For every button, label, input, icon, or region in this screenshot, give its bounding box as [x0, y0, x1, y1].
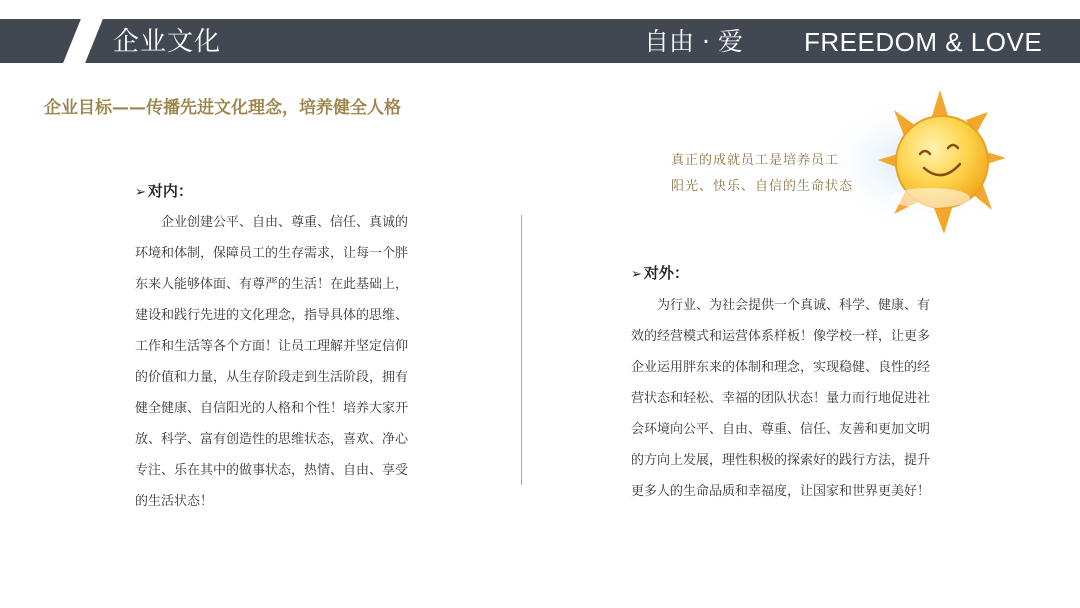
- outer-heading-label: 对外：: [643, 264, 689, 282]
- outer-heading: [631, 262, 689, 286]
- arrowhead-icon: ➢: [135, 185, 146, 200]
- arrowhead-icon: ➢: [631, 267, 642, 282]
- inner-heading: [135, 180, 193, 204]
- outer-paragraph-text: 为行业、为社会提供一个真诚、科学、健康、有效的经营模式和运营体系样板！像学校一样，让更多企业运用胖东来的体制和理念，实现稳健、良性的经营状态和轻松、幸福的团队状态！量力而行地促进社会环境向公平、自由、尊重、信任、友善和更加文明的方向上发展，理性积极的探索好的践行方法，提升更多人的生命品质和幸福度，让国家和世界更美好！: [631, 298, 931, 499]
- vertical-divider: [521, 215, 522, 485]
- sun-caption-line-1: 真正的成就员工是培养员工: [671, 153, 840, 168]
- inner-paragraph-text: 企业创建公平、自由、尊重、信任、真诚的环境和体制，保障员工的生存需求，让每一个胖东来人能够体面、有尊严的生活！在此基础上，建设和践行先进的文化理念，指导具体的思维、工作和生活等各个方面！让员工理解并坚定信仰的价值和力量，从生存阶段走到生活阶段，拥有健全健康、自信阳光的人格和个性！培养大家开放、科学、富有创造性的思维状态，喜欢、净心专注、乐在其中的做事状态，热情、自由、享受的生活状态！: [135, 215, 409, 509]
- inner-paragraph: [135, 207, 417, 517]
- sun-caption-line-2: 阳光、快乐、自信的生命状态: [671, 179, 854, 194]
- inner-heading-label: 对内：: [147, 182, 193, 200]
- header-english-slogan: FREEDOM & LOVE: [804, 27, 1043, 57]
- sun-caption: [671, 148, 853, 200]
- goal-heading: 企业目标——传播先进文化理念，培养健全人格: [44, 98, 401, 118]
- outer-paragraph: [631, 290, 935, 507]
- header-slogan: 自由 · 爱: [644, 27, 743, 56]
- page-title: 企业文化: [113, 27, 222, 57]
